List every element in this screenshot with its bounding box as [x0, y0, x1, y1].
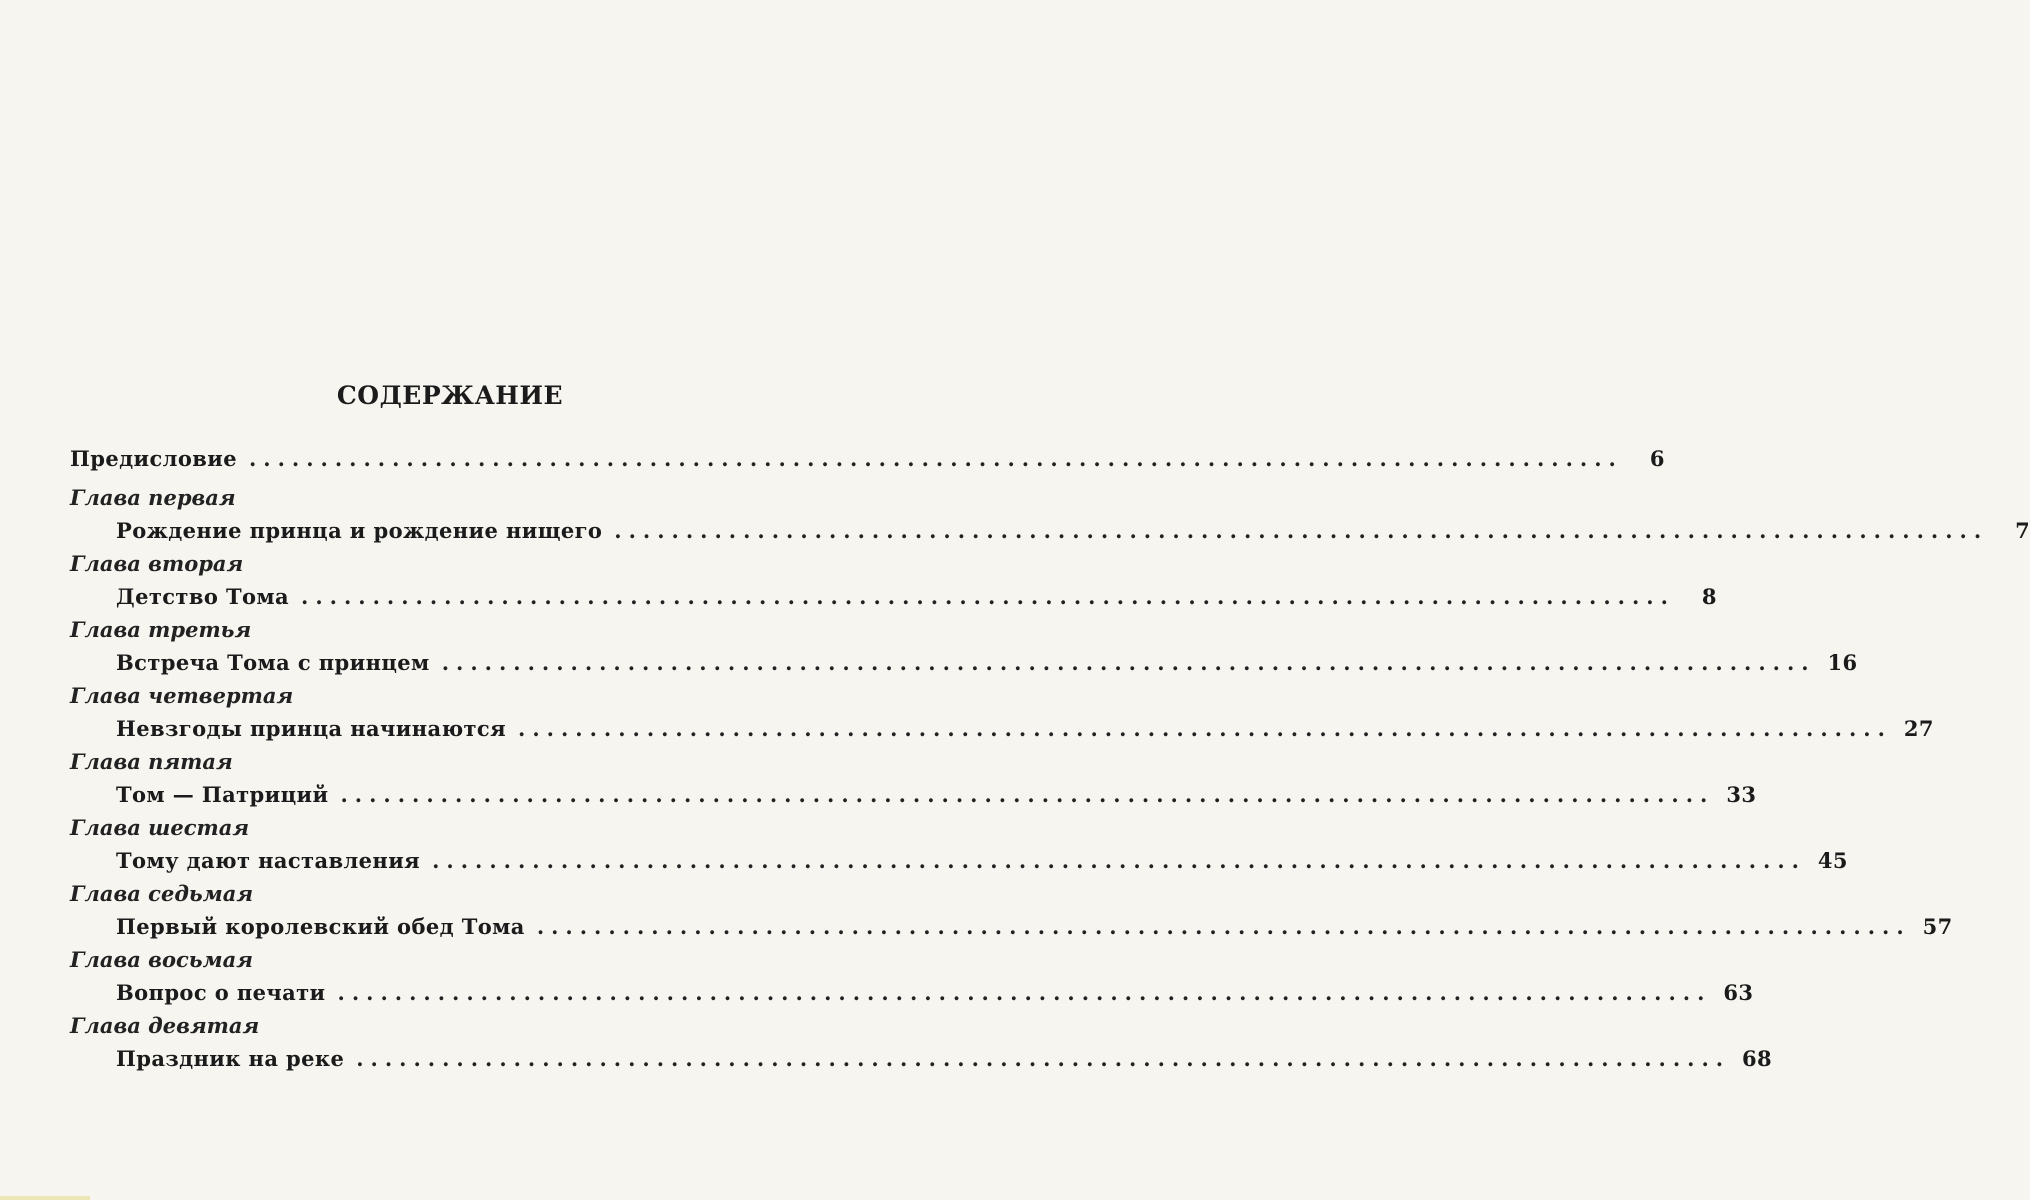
- toc-page-number: 57: [1922, 914, 1953, 939]
- dot-leader: ................................................................................................: [340, 782, 1715, 807]
- toc-entry[interactable]: [70, 680, 1934, 746]
- toc-title: Рождение принца и рождение нищего: [116, 518, 603, 543]
- toc-page-number: 6: [1649, 446, 1665, 471]
- toc-page-number: 63: [1723, 980, 1754, 1005]
- toc-line: [70, 843, 1848, 878]
- toc-entry[interactable]: [70, 812, 1848, 878]
- toc-line: [70, 440, 1665, 478]
- chapter-label: Глава первая: [70, 485, 236, 510]
- toc-title: Детство Тома: [116, 584, 290, 609]
- toc-line: [70, 711, 1934, 746]
- toc-page-number: 68: [1742, 1046, 1773, 1071]
- toc-line: [70, 975, 1754, 1010]
- toc-entry[interactable]: [70, 614, 1858, 680]
- dot-leader: ................................................................................................: [536, 914, 1911, 939]
- toc-line: [70, 513, 2030, 548]
- chapter-label: Глава четвертая: [70, 683, 294, 708]
- toc-title: Невзгоды принца начинаются: [116, 716, 507, 741]
- toc-entry[interactable]: [70, 482, 2030, 548]
- chapter-label: Глава девятая: [70, 1013, 260, 1038]
- toc-page-number: 8: [1701, 584, 1717, 609]
- dot-leader: ................................................................................................: [356, 1046, 1731, 1071]
- toc-page-number: 45: [1817, 848, 1848, 873]
- toc-title: Праздник на реке: [116, 1046, 345, 1071]
- dot-leader: ................................................................................................: [337, 980, 1712, 1005]
- toc-title: Встреча Тома с принцем: [116, 650, 430, 675]
- dot-leader: ................................................................................................: [248, 446, 1623, 471]
- chapter-label: Глава пятая: [70, 749, 233, 774]
- toc-entry[interactable]: [70, 944, 1754, 1010]
- toc-line: [70, 777, 1757, 812]
- toc-title: Том — Патриций: [116, 782, 329, 807]
- toc-entry[interactable]: [70, 1010, 1773, 1076]
- dot-leader: ................................................................................................: [614, 518, 1989, 543]
- toc-line: [70, 579, 1717, 614]
- page-title: СОДЕРЖАНИЕ: [336, 381, 564, 410]
- chapter-label: Глава вторая: [70, 551, 244, 576]
- page-edge: [0, 1196, 90, 1200]
- toc-line: [70, 909, 1953, 944]
- toc-entry[interactable]: [70, 548, 1717, 614]
- chapter-label: Глава шестая: [70, 815, 250, 840]
- toc-line: [70, 645, 1858, 680]
- dot-leader: ................................................................................................: [518, 716, 1892, 741]
- dot-leader: ................................................................................................: [441, 650, 1816, 675]
- toc-page-number: 33: [1726, 782, 1757, 807]
- dot-leader: ................................................................................................: [301, 584, 1675, 609]
- toc-entry[interactable]: [70, 878, 1953, 944]
- table-of-contents: [70, 440, 2030, 1076]
- toc-page-number: 7: [2015, 518, 2030, 543]
- chapter-label: Глава третья: [70, 617, 252, 642]
- toc-title: Тому дают наставления: [116, 848, 421, 873]
- toc-line: [70, 1041, 1773, 1076]
- chapter-label: Глава восьмая: [70, 947, 253, 972]
- toc-page-number: 16: [1827, 650, 1858, 675]
- toc-title: Вопрос о печати: [116, 980, 326, 1005]
- toc-entry[interactable]: [70, 746, 1757, 812]
- toc-title: Предисловие: [70, 446, 237, 471]
- toc-page-number: 27: [1903, 716, 1934, 741]
- chapter-label: Глава седьмая: [70, 881, 254, 906]
- toc-title: Первый королевский обед Тома: [116, 914, 525, 939]
- toc-entry-preface[interactable]: [70, 440, 1665, 478]
- dot-leader: ................................................................................................: [432, 848, 1806, 873]
